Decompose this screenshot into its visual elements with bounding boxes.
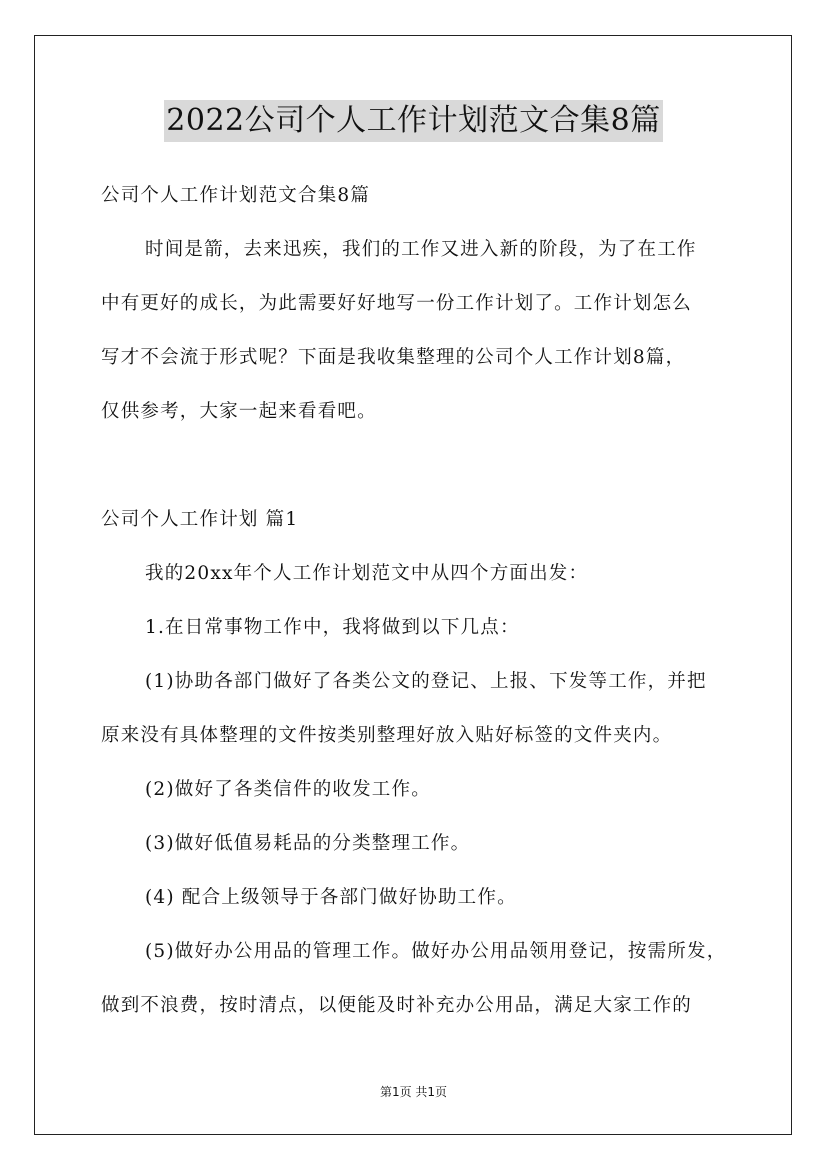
page-number-footer: 第1页 共1页 (379, 1085, 448, 1099)
subtitle-line: 公司个人工作计划范文合集8篇 (101, 185, 371, 206)
paragraph-line: 中有更好的成长，为此需要好好地写一份工作计划了。工作计划怎么 (101, 293, 693, 314)
paragraph-line: (1)协助各部门做好了各类公文的登记、上报、下发等工作，并把 (145, 671, 707, 692)
paragraph-line: 写才不会流于形式呢？下面是我收集整理的公司个人工作计划8篇， (101, 347, 686, 368)
document-title: 2022公司个人工作计划范文合集8篇 (164, 100, 662, 142)
paragraph-line: 时间是箭，去来迅疾，我们的工作又进入新的阶段，为了在工作 (145, 239, 697, 260)
paragraph-line: 做到不浪费，按时清点，以便能及时补充办公用品，满足大家工作的 (101, 995, 693, 1016)
paragraph-line: 仅供参考，大家一起来看看吧。 (101, 401, 377, 422)
paragraph-line: (4) 配合上级领导于各部门做好协助工作。 (145, 887, 517, 908)
title-wrapper (0, 100, 827, 142)
section-heading: 公司个人工作计划 篇1 (101, 509, 299, 530)
paragraph-line: (5)做好办公用品的管理工作。做好办公用品领用登记，按需所发， (145, 941, 727, 962)
paragraph-line: (2)做好了各类信件的收发工作。 (145, 779, 431, 800)
paragraph-line: (3)做好低值易耗品的分类整理工作。 (145, 833, 471, 854)
paragraph-line: 1.在日常事物工作中，我将做到以下几点： (145, 617, 520, 638)
paragraph-line: 我的20xx年个人工作计划范文中从四个方面出发： (145, 563, 589, 584)
paragraph-line: 原来没有具体整理的文件按类别整理好放入贴好标签的文件夹内。 (101, 725, 673, 746)
